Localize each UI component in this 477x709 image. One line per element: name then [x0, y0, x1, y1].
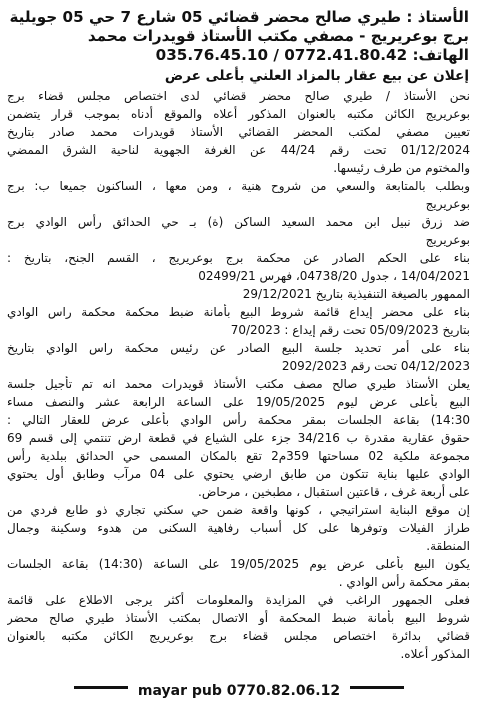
body-line: والمختوم من طرف رئيسها. [333, 161, 470, 175]
body-line: بناء على محضر إيداع قائمة شروط البيع بأمانة ضبط محكمة محكمة راس الوادي [7, 305, 470, 319]
notice-header [8, 8, 469, 90]
notice-body [7, 88, 470, 678]
body-line: تعيين مصفي لمكتب المحضر القضائي الأستاذ قويدرات محمد صادر بتاريخ [7, 125, 470, 139]
header-phone-line [156, 46, 469, 64]
body-line: بوعريريج [425, 197, 470, 211]
body-line: 14/04/2021 ، جدول 04738/20، فهرس 02499/21 [198, 269, 470, 283]
body-line: بناء على أمر تحديد جلسة البيع الصادر عن رئيس محكمة راس الوادي بتاريخ [7, 341, 470, 355]
body-line: يكون البيع بأعلى عرض يوم 19/05/2025 على الساعة (14:30) بقاعة الجلسات [7, 557, 470, 571]
body-line: المذكور أعلاه. [400, 647, 470, 661]
phone-label: الهاتف: [412, 46, 469, 64]
body-line: المنطقة. [426, 539, 470, 553]
body-line: طراز الفيلات وتوفرها على كل أسباب رفاهية السكنى من هدوء وسكينة وجمال [7, 521, 470, 535]
body-line: الوادي عليها بناية تتكون من طابق ارضي يحتوي على 04 مرآب وطابق أول يحتوي [7, 467, 470, 481]
body-line: على أربعة غرف ، قاعتين استقبال ، مطبخين ، مرحاض. [198, 485, 470, 499]
body-line: قضائي بدائرة اختصاص مجلس قضاء برج بوعريريج الكائن مكتبه بالعنوان [7, 629, 470, 643]
body-line: إن موقع البناية استراتيجي ، كونها واقعة ضمن حي سكني تجاري ذو طابع فردي من [7, 503, 470, 517]
body-line: بناء على الحكم الصادر عن محكمة برج بوعريريج ، القسم الجنح، بتاريخ : [7, 251, 470, 265]
publisher-credit: mayar pub 0770.82.06.12 [128, 680, 350, 702]
body-line: مجموعة ملكية 02 مساحتها 359م2 تقع بالمكان المسمى حي الحدائق ببلدية رأس [7, 449, 470, 463]
body-line: 01/12/2024 تحت رقم 44/24 عن الغرفة الجهوية لناحية الشرق الممضي [7, 143, 470, 157]
body-line: نحن الأستاذ / طيري صالح محضر قضائي لدى اختصاص مجلس قضاء برج [7, 89, 470, 103]
body-line: وبطلب بالمتابعة والسعي من شروح هنية ، ومن معها ، الساكنون جميعا ب: برج [7, 179, 470, 193]
body-line: البيع بأعلى عرض ليوم 19/05/2025 على الساعة الرابعة عشر والنصف مساء [7, 395, 470, 409]
publisher-footer [0, 682, 477, 704]
body-line: بتاريخ 05/09/2023 تحت رقم إيداع : 70/2023 [230, 323, 470, 337]
notice-title: إعلان عن بيع عقار بالمزاد العلني بأعلى عرض [164, 68, 469, 84]
header-liquidator-line: برج بوعريريج - مصفي مكتب الأستاذ قويدرات محمد [87, 27, 469, 45]
body-line: 14:30) بقاعة الجلسات بمقر محكمة رأس الوادي بأعلى عرض للعقار التالي : [7, 413, 470, 427]
body-line: بمقر محكمة رأس الوادي . [338, 575, 470, 589]
body-line: بوعريريج الكائن مكتبه بالعنوان المذكور أعلاه والموقع أدناه بموجب قرار يتضمن [7, 107, 470, 121]
body-line: ضد زرق نبيل ابن محمد السعيد الساكن (ة) بـ حي الحدائق رأس الوادي برج [7, 215, 470, 229]
body-line: حقوق عقارية مقدرة ب 34/216 جزء على الشياع في قطعة ارض تنتمي إلى قسم 69 [7, 431, 470, 445]
body-line: بوعريريج [425, 233, 470, 247]
body-line: فعلى الجمهور الراغب في المزايدة والمعلومات أكثر يرجى الاطلاع على قائمة [7, 593, 470, 607]
body-line: الممهور بالصيغة التنفيذية بتاريخ 29/12/2021 [242, 287, 470, 301]
body-line: 04/12/2023 تحت رقم 2092/2023 [281, 359, 470, 373]
phone-numbers: 035.76.45.10 / 0772.41.80.42 [155, 46, 408, 64]
body-line: يعلن الأستاذ طيري صالح مصف مكتب الأستاذ قويدرات محمد انه تم تأجيل جلسة [7, 377, 470, 391]
body-line: شروط البيع بأمانة ضبط المحكمة أو الاتصال بمكتب الأستاذ طيري صالح محضر [7, 611, 470, 625]
header-bailiff-address: الأستاذ : طيري صالح محضر قضائي 05 شارع 7 حي 05 جويلية [9, 8, 469, 26]
